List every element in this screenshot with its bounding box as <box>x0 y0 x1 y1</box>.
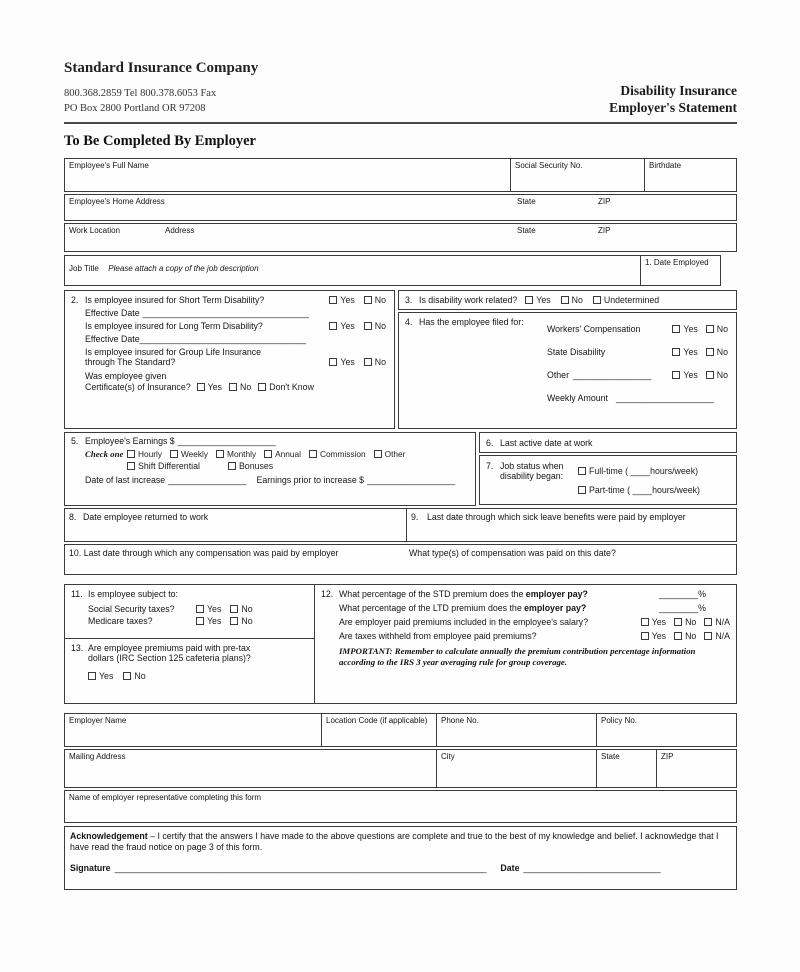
dont-know-label: Don't Know <box>269 382 314 392</box>
q3-no-checkbox[interactable] <box>561 296 569 304</box>
q12-included-question: Are employer paid premiums included in the employee's salary? <box>339 617 589 627</box>
q3-undetermined-checkbox[interactable] <box>593 296 601 304</box>
q12-included-yes-checkbox[interactable] <box>641 618 649 626</box>
company-pobox: PO Box 2800 Portland OR 97208 <box>64 103 206 114</box>
q7-parttime-checkbox[interactable] <box>578 486 586 494</box>
job-title-label: Job Title <box>69 264 99 273</box>
q2-cert-no-option[interactable] <box>229 382 251 392</box>
q5-annual-option[interactable] <box>264 449 301 459</box>
q7-fulltime-option[interactable] <box>578 466 698 476</box>
q10-number-and-question <box>69 548 338 558</box>
no-label: No <box>716 323 728 334</box>
q13-no-checkbox[interactable] <box>123 672 131 680</box>
question-6-box[interactable] <box>479 432 737 453</box>
q6-q7-column <box>479 432 737 506</box>
q2-ltd-yes-option[interactable] <box>329 321 354 331</box>
q8-question: Date employee returned to work <box>83 512 209 522</box>
q3-number: 3. <box>405 295 413 305</box>
q12-withheld-question: Are taxes withheld from employee paid premiums? <box>339 631 537 641</box>
yes-label: Yes <box>683 369 698 380</box>
q4-sd-yes-checkbox[interactable] <box>672 348 680 356</box>
q2-cert-yes-option[interactable] <box>197 382 222 392</box>
no-label: No <box>374 321 386 331</box>
no-label: No <box>239 382 252 392</box>
date-field[interactable]: ____________________________ <box>523 863 661 873</box>
signature-field[interactable]: ____________________________________________________________________________ <box>114 863 487 873</box>
mailing-address-cell[interactable]: Mailing Address <box>69 752 126 761</box>
q2-ltd-no-option[interactable] <box>364 321 386 331</box>
yes-label: Yes <box>99 671 114 681</box>
q2-life-question <box>85 347 261 367</box>
q12-number: 12. <box>321 589 334 599</box>
q4-workers-comp-label: Workers' Compensation <box>547 323 641 334</box>
q2-ltd-no-checkbox[interactable] <box>364 322 372 330</box>
q12-ltd-pct-field[interactable]: ________% <box>659 603 706 613</box>
q7-fulltime-checkbox[interactable] <box>578 467 586 475</box>
acknowledgement-body: – I certify that the answers I have made to the above questions are complete and true to the best of my knowledge and belief. I acknowledge that I have read the fraud notice on page 3 of this form. <box>70 831 719 852</box>
no-label: No <box>241 616 253 626</box>
q12-std-pre: What percentage of the STD premium does the <box>339 589 526 599</box>
q2-life-line1: Is employee insured for Group Life Insurance <box>85 347 262 357</box>
job-title-note: Please attach a copy of the job description <box>108 264 259 273</box>
q5-hourly-option[interactable] <box>127 449 162 459</box>
q5-commission-option[interactable] <box>309 449 366 459</box>
location-code-cell[interactable]: Location Code (if applicable) <box>321 714 436 746</box>
question-11-box <box>64 584 315 639</box>
q4-sd-no-checkbox[interactable] <box>706 348 714 356</box>
q4-other-field[interactable]: ________________ <box>573 369 652 380</box>
q4-other-no-checkbox[interactable] <box>706 371 714 379</box>
q7-question-line2: disability began: <box>500 471 564 481</box>
header-divider <box>64 122 737 124</box>
q3-no-option[interactable] <box>561 295 583 305</box>
q12-withheld-na-checkbox[interactable] <box>704 632 712 640</box>
policy-no-cell[interactable]: Policy No. <box>596 714 736 746</box>
q12-included-na-checkbox[interactable] <box>704 618 712 626</box>
yes-label: Yes <box>683 346 698 357</box>
q12-withheld-no-option[interactable] <box>674 631 696 641</box>
question-10-row[interactable] <box>64 544 737 575</box>
row-work-location[interactable] <box>64 223 737 252</box>
question-8-cell[interactable] <box>65 509 407 541</box>
q5-question: Employee's Earnings $ <box>85 436 175 446</box>
q3-yes-checkbox[interactable] <box>525 296 533 304</box>
company-contact <box>64 86 216 116</box>
q13-number: 13. <box>71 643 84 653</box>
no-label: No <box>685 617 697 627</box>
q2-std-no-option[interactable] <box>364 295 386 305</box>
q3-q4-column <box>398 290 737 429</box>
question-7-box <box>479 455 737 505</box>
form-body <box>64 60 737 890</box>
na-label: N/A <box>715 631 730 641</box>
annual-label: Annual <box>275 449 301 459</box>
q2-std-yes-checkbox[interactable] <box>329 296 337 304</box>
q11-q13-column <box>64 584 315 704</box>
q11-medicare-yes-option[interactable] <box>196 616 221 626</box>
q13-yes-option[interactable] <box>88 671 113 681</box>
yes-label: Yes <box>340 357 355 367</box>
q5-weekly-option[interactable] <box>170 449 208 459</box>
q4-weekly-amount-label: Weekly Amount <box>547 392 608 403</box>
home-zip-label: ZIP <box>598 197 611 206</box>
ssn-cell[interactable]: Social Security No. <box>510 159 644 191</box>
q11-question: Is employee subject to: <box>88 589 178 599</box>
bonuses-label: Bonuses <box>238 461 274 471</box>
company-telfax: 800.368.2859 Tel 800.378.6053 Fax <box>64 88 217 99</box>
q4-other-yes-checkbox[interactable] <box>672 371 680 379</box>
q12-important-note: IMPORTANT: Remember to calculate annually the premium contribution percentage information according to the IRS 3 year averaging rule for group coverage. <box>339 646 696 667</box>
q2-ltd-effective-date-label: Effective Date <box>85 334 140 344</box>
q5-bonuses-option[interactable] <box>228 461 273 471</box>
q12-included-na-option[interactable] <box>704 617 730 627</box>
q4-question: Has the employee filed for: <box>419 317 524 327</box>
q7-question-line1: Job status when <box>500 461 564 471</box>
percent-sign: % <box>698 589 706 599</box>
q4-state-disability-label: State Disability <box>547 346 606 357</box>
no-label: No <box>241 604 253 614</box>
q11-ss-yes-checkbox[interactable] <box>196 605 204 613</box>
parttime-label: Part-time ( ____hours/week) <box>589 484 700 495</box>
company-name: Standard Insurance Company <box>64 60 259 76</box>
q6-question: Last active date at work <box>500 437 593 448</box>
q2-number: 2. <box>71 295 79 305</box>
representative-row[interactable] <box>64 790 737 823</box>
no-label: No <box>685 631 697 641</box>
q11-ss-taxes-label: Social Security taxes? <box>88 604 175 614</box>
q10-question: Last date through which any compensation was paid by employer <box>83 548 339 558</box>
yes-label: Yes <box>340 321 355 331</box>
document-title-line1: Disability Insurance <box>620 83 737 98</box>
q7-question <box>500 461 578 502</box>
yes-label: Yes <box>651 631 667 641</box>
q12-std-bold: employer pay? <box>525 589 588 599</box>
date-label: Date <box>500 863 520 873</box>
q2-life-line2: through The Standard? <box>85 357 176 367</box>
q5-bonuses-checkbox[interactable] <box>228 462 236 470</box>
q12-ltd-pre: What percentage of the LTD premium does the <box>339 603 525 613</box>
q5-hourly-checkbox[interactable] <box>127 450 135 458</box>
q4-sd-yes-option[interactable] <box>672 347 697 357</box>
yes-label: Yes <box>651 617 667 627</box>
no-label: No <box>571 295 583 305</box>
weekly-label: Weekly <box>180 449 209 459</box>
q12-ltd-bold: employer pay? <box>524 603 587 613</box>
q13-question <box>88 643 251 663</box>
question-2-box <box>64 290 395 429</box>
na-label: N/A <box>715 617 730 627</box>
representative-label: Name of employer representative completing this form <box>69 793 262 802</box>
acknowledgement-box <box>64 826 737 890</box>
q4-wc-no-option[interactable] <box>706 324 728 334</box>
q3-undetermined-option[interactable] <box>593 295 659 305</box>
q5-other-checkbox[interactable] <box>374 450 382 458</box>
q12-ltd-question <box>339 603 586 613</box>
q4-options <box>547 317 732 426</box>
q11-ss-no-checkbox[interactable] <box>230 605 238 613</box>
q5-last-increase-label: Date of last increase <box>85 475 166 485</box>
q11-medicare-no-option[interactable] <box>230 616 252 626</box>
question-12-box <box>314 584 737 704</box>
row-home-address[interactable] <box>64 194 737 221</box>
q13-yes-checkbox[interactable] <box>88 672 96 680</box>
state-cell[interactable]: State <box>596 750 656 787</box>
q11-ss-yes-option[interactable] <box>196 604 221 614</box>
q11-ss-no-option[interactable] <box>230 604 252 614</box>
q4-wc-no-checkbox[interactable] <box>706 325 714 333</box>
q4-wc-yes-checkbox[interactable] <box>672 325 680 333</box>
q12-withheld-yes-checkbox[interactable] <box>641 632 649 640</box>
employer-name-row <box>64 713 737 747</box>
q5-annual-checkbox[interactable] <box>264 450 272 458</box>
fulltime-label: Full-time ( ____hours/week) <box>589 465 699 476</box>
q12-std-question <box>339 589 588 599</box>
q4-other-label: Other <box>547 369 570 380</box>
q5-number: 5. <box>71 436 79 446</box>
q2-cert-no-checkbox[interactable] <box>229 383 237 391</box>
home-address-label: Employee's Home Address <box>69 197 165 206</box>
q2-life-yes-checkbox[interactable] <box>329 358 337 366</box>
birthdate-cell[interactable]: Birthdate <box>644 159 736 191</box>
q7-number: 7. <box>486 461 494 471</box>
q2-std-yes-option[interactable] <box>329 295 354 305</box>
zip-cell[interactable]: ZIP <box>656 750 736 787</box>
phone-no-cell[interactable]: Phone No. <box>436 714 596 746</box>
q5-monthly-option[interactable] <box>216 449 256 459</box>
q5-prior-label: Earnings prior to increase $ <box>256 475 365 485</box>
q12-withheld-yes-option[interactable] <box>641 631 666 641</box>
undetermined-label: Undetermined <box>603 295 660 305</box>
monthly-label: Monthly <box>227 449 257 459</box>
q5-prior-field[interactable]: __________________ <box>367 475 456 485</box>
shift-differential-label: Shift Differential <box>138 461 200 471</box>
q5-shift-differential-option[interactable] <box>127 461 200 471</box>
date-employed-cell[interactable]: 1. Date Employed <box>640 256 720 285</box>
acknowledgement-label: Acknowledgement <box>70 831 148 841</box>
no-label: No <box>716 369 728 380</box>
q6-number: 6. <box>486 437 494 448</box>
home-state-label: State <box>517 197 536 206</box>
yes-label: Yes <box>207 382 222 392</box>
other-label: Other <box>384 449 406 459</box>
q4-sd-no-option[interactable] <box>706 347 728 357</box>
q2-cert-line2: Certificate(s) of Insurance? <box>85 382 191 392</box>
q5-weekly-checkbox[interactable] <box>170 450 178 458</box>
no-label: No <box>716 346 728 357</box>
no-label: No <box>134 671 146 681</box>
q8-number: 8. <box>69 512 77 522</box>
q2-std-effective-date-field[interactable]: __________________________________ <box>142 308 309 318</box>
q5-commission-checkbox[interactable] <box>309 450 317 458</box>
question-13-box <box>64 638 315 704</box>
work-zip-label: ZIP <box>598 226 611 235</box>
q12-included-no-option[interactable] <box>674 617 696 627</box>
commission-label: Commission <box>319 449 366 459</box>
job-title-cell[interactable] <box>65 256 640 285</box>
employer-name-cell[interactable]: Employer Name <box>69 716 127 725</box>
q13-question-line2: dollars (IRC Section 125 cafeteria plans)? <box>88 653 251 663</box>
yes-label: Yes <box>207 604 222 614</box>
yes-label: Yes <box>683 323 698 334</box>
q2-ltd-question: Is employee insured for Long Term Disability? <box>85 321 263 331</box>
q13-no-option[interactable] <box>123 671 145 681</box>
question-9-cell[interactable] <box>407 509 736 541</box>
q11-medicare-no-checkbox[interactable] <box>230 617 238 625</box>
question-5-box <box>64 432 476 506</box>
q5-shift-differential-checkbox[interactable] <box>127 462 135 470</box>
yes-label: Yes <box>340 295 355 305</box>
mailing-address-row <box>64 749 737 788</box>
q4-other-no-option[interactable] <box>706 370 728 380</box>
q2-ltd-effective-date-field[interactable]: __________________________________ <box>139 334 306 344</box>
row-employee-name <box>64 158 737 192</box>
q2-cert-dontknow-option[interactable] <box>258 382 314 392</box>
work-state-label: State <box>517 226 536 235</box>
q5-check-one-label: Check one <box>85 449 124 459</box>
q4-weekly-amount-field[interactable]: ____________________ <box>615 392 714 403</box>
q2-std-effective-date-label: Effective Date <box>85 308 140 318</box>
q5-last-increase-field[interactable]: ________________ <box>168 475 247 485</box>
q4-wc-yes-option[interactable] <box>672 324 697 334</box>
signature-label: Signature <box>70 863 111 873</box>
q12-included-no-checkbox[interactable] <box>674 618 682 626</box>
question-4-box <box>398 312 737 429</box>
q2-life-no-checkbox[interactable] <box>364 358 372 366</box>
q5-earnings-field[interactable]: ____________________ <box>177 436 276 446</box>
q11-number: 11. <box>71 589 83 599</box>
q10-type-question: What type(s) of compensation was paid on this date? <box>409 548 616 558</box>
q5-monthly-checkbox[interactable] <box>216 450 224 458</box>
document-title-line2: Employer's Statement <box>609 100 737 115</box>
q4-other-yes-option[interactable] <box>672 370 697 380</box>
work-address-label: Address <box>165 226 195 235</box>
q12-withheld-no-checkbox[interactable] <box>674 632 682 640</box>
q2-cert-line1: Was employee given <box>85 371 167 381</box>
employee-info-grid <box>64 158 737 286</box>
q3-yes-option[interactable] <box>525 295 550 305</box>
hourly-label: Hourly <box>138 449 162 459</box>
question-3-box <box>398 290 737 310</box>
q2-life-no-option[interactable] <box>364 357 386 367</box>
q12-included-yes-option[interactable] <box>641 617 666 627</box>
q12-withheld-na-option[interactable] <box>704 631 730 641</box>
q2-cert-dontknow-checkbox[interactable] <box>258 383 266 391</box>
q4-number: 4. <box>405 317 413 327</box>
q3-question: Is disability work related? <box>419 295 518 305</box>
q8-q9-row <box>64 508 737 542</box>
q2-cert-yes-checkbox[interactable] <box>197 383 205 391</box>
q11-medicare-label: Medicare taxes? <box>88 616 153 626</box>
q2-ltd-yes-checkbox[interactable] <box>329 322 337 330</box>
row-job-title <box>64 255 721 286</box>
yes-label: Yes <box>207 616 222 626</box>
section-heading: To Be Completed By Employer <box>64 133 256 149</box>
document-title <box>609 82 737 116</box>
q12-std-pct-field[interactable]: ________% <box>659 589 706 599</box>
q11-medicare-yes-checkbox[interactable] <box>196 617 204 625</box>
no-label: No <box>374 295 386 305</box>
city-cell[interactable]: City <box>436 750 596 787</box>
q2-std-question: Is employee insured for Short Term Disability? <box>85 295 265 305</box>
q9-number: 9. <box>411 512 419 522</box>
employee-full-name-cell[interactable]: Employee's Full Name <box>69 161 149 170</box>
q10-number: 10. <box>69 548 82 558</box>
q9-question: Last date through which sick leave benefits were paid by employer <box>427 512 686 522</box>
no-label: No <box>374 357 386 367</box>
q2-std-no-checkbox[interactable] <box>364 296 372 304</box>
q2-life-yes-option[interactable] <box>329 357 354 367</box>
q7-options <box>578 461 732 502</box>
work-location-label: Work Location <box>69 226 120 235</box>
q13-question-line1: Are employee premiums paid with pre-tax <box>88 643 251 653</box>
header-row <box>64 82 737 116</box>
yes-label: Yes <box>536 295 551 305</box>
percent-sign: % <box>698 603 706 613</box>
q7-parttime-option[interactable] <box>578 485 700 495</box>
acknowledgement-text <box>70 831 731 853</box>
q5-other-option[interactable] <box>374 449 406 459</box>
